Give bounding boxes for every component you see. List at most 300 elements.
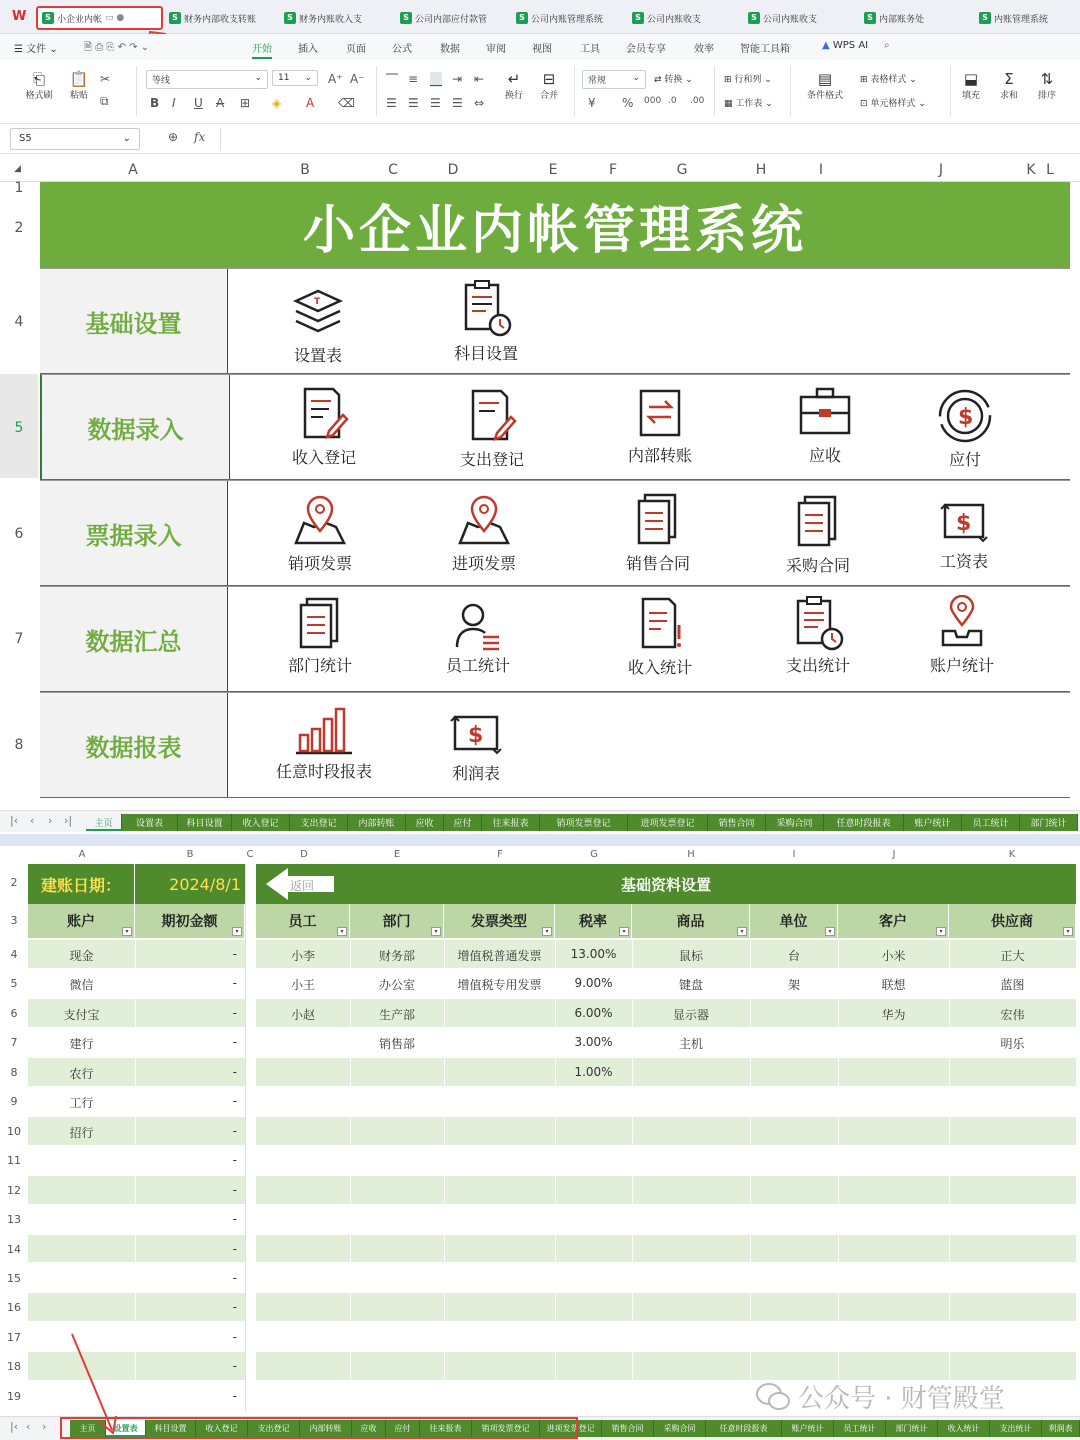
eraser-icon[interactable]: ⌫ (338, 96, 355, 110)
row-header[interactable]: 17 (7, 1330, 21, 1344)
menu-efficiency[interactable]: 效率 (694, 44, 714, 55)
col-header[interactable]: J (938, 162, 944, 178)
nav-item-department-stats[interactable] (260, 595, 380, 676)
table-cell[interactable]: 农行 (69, 1066, 94, 1081)
sum-button[interactable]: Σ 求和 (994, 70, 1024, 101)
column-divider (838, 940, 839, 1411)
filter-dropdown-icon[interactable]: ▾ (936, 927, 946, 936)
sheet-tab[interactable]: 部门统计 (886, 1420, 938, 1437)
column-divider (350, 940, 351, 1411)
table-cell[interactable]: 销售部 (378, 1037, 415, 1052)
fill-button[interactable]: ⬓ 填充 (956, 70, 986, 101)
sheet-tab[interactable]: 销售合同 (602, 1420, 654, 1437)
prev-sheet-icon[interactable]: ‹ (30, 814, 35, 827)
sheet-tab[interactable]: 利润表 (1042, 1420, 1080, 1437)
row-header[interactable]: 15 (7, 1271, 21, 1285)
indent-icon[interactable]: ⇥ (452, 72, 463, 86)
table-header-label: 员工 (288, 914, 317, 930)
sheet-tab[interactable]: 账户统计 (782, 1420, 834, 1437)
row-header[interactable]: 12 (7, 1183, 21, 1197)
nav-item-employee-stats[interactable] (418, 601, 538, 676)
nav-item-internal-transfer[interactable] (600, 387, 720, 466)
col-header[interactable]: K (1026, 162, 1036, 178)
sheet-tab[interactable]: 收入登记 (232, 814, 290, 831)
sheet-tab[interactable]: 往来报表 (420, 1420, 472, 1437)
row-header[interactable]: 10 (7, 1124, 21, 1138)
sheet-tab[interactable]: 科目设置 (178, 814, 232, 831)
nav-item-label: 任意时段报表 (275, 762, 372, 781)
menu-review[interactable]: 审阅 (486, 44, 506, 55)
table-header-cell[interactable] (750, 904, 838, 938)
align-center-icon[interactable]: ☰ (408, 96, 419, 110)
table-header-cell[interactable] (555, 904, 632, 938)
decrease-font-icon[interactable]: A⁻ (350, 72, 365, 86)
sheet-tab[interactable]: 任意时段报表 (824, 814, 904, 831)
section-row-data-entry (40, 374, 1070, 480)
table-cell[interactable]: 华为 (881, 1007, 906, 1022)
border-icon[interactable]: ⊞ (240, 96, 251, 110)
table-cell[interactable]: 生产部 (378, 1007, 415, 1022)
table-header-cell[interactable] (256, 904, 350, 938)
sheet-file-icon: S (979, 12, 991, 24)
table-header-cell[interactable] (28, 904, 135, 938)
row-header[interactable]: 5 (10, 977, 18, 991)
nav-item-payable[interactable] (905, 387, 1025, 470)
nav-item-output-invoice[interactable] (260, 495, 380, 574)
first-sheet-icon[interactable]: |‹ (10, 814, 19, 827)
menu-smart-toolbox[interactable]: 智能工具箱 (740, 44, 790, 55)
formula-input[interactable] (220, 128, 1070, 150)
nav-item-account-stats[interactable] (902, 595, 1022, 676)
currency-icon[interactable]: ¥ (588, 96, 596, 110)
align-bottom-icon[interactable]: ⎽ (430, 72, 443, 86)
table-cell[interactable]: 蓝图 (1000, 978, 1025, 993)
sheet-tab[interactable]: 员工统计 (962, 814, 1020, 831)
screenshot-divider (0, 834, 1080, 846)
row-header[interactable]: 13 (7, 1213, 21, 1227)
row-header[interactable]: 19 (7, 1389, 21, 1403)
sheet-tab[interactable]: 应付 (444, 814, 482, 831)
cond-format-icon: ▤ (817, 70, 833, 88)
merge-button[interactable]: ⊟ 合并 (534, 70, 564, 101)
sheet-tab[interactable]: 设置表 (106, 1420, 146, 1437)
filter-dropdown-icon[interactable]: ▾ (825, 927, 835, 936)
table-cell[interactable]: 3.00% (574, 1035, 613, 1050)
filter-dropdown-icon[interactable]: ▾ (542, 927, 552, 936)
wps-ai-button[interactable]: ▲ WPS AI (822, 40, 869, 51)
dollar-box-icon (449, 709, 503, 759)
table-cell[interactable]: - (232, 1035, 237, 1050)
table-header-cell[interactable] (838, 904, 949, 938)
italic-icon[interactable]: I (172, 96, 176, 110)
col-header[interactable]: B (186, 849, 194, 860)
filter-dropdown-icon[interactable]: ▾ (619, 927, 629, 936)
sheet-tab[interactable]: 采购合同 (654, 1420, 706, 1437)
chevron-down-icon: ⌄ (122, 133, 131, 144)
menu-file[interactable]: ☰ 文件 ⌄ (14, 44, 58, 55)
table-cell[interactable]: - (232, 1064, 237, 1079)
sigma-icon: Σ (1004, 70, 1014, 88)
justify-icon[interactable]: ☰ (452, 96, 463, 110)
align-top-icon[interactable]: ⎺ (386, 72, 399, 86)
worksheet-button[interactable]: ▦ 工作表 ⌄ (724, 99, 773, 109)
row-header[interactable]: 6 (14, 526, 24, 542)
nav-item-subject-settings[interactable] (426, 279, 546, 364)
name-box[interactable]: S5 ⌄ (10, 128, 140, 150)
nav-item-receivable[interactable] (765, 385, 885, 466)
table-cell[interactable]: 明乐 (1000, 1037, 1025, 1052)
col-header[interactable]: I (792, 849, 796, 860)
col-header[interactable]: C (388, 162, 398, 178)
table-cell[interactable]: - (232, 1153, 237, 1168)
table-cell[interactable]: 显示器 (672, 1007, 709, 1022)
paste-button[interactable]: 📋 粘贴 (62, 70, 96, 101)
table-row (256, 1352, 1076, 1381)
table-cell[interactable]: 小赵 (290, 1007, 315, 1022)
cell-style-button[interactable]: ⊡ 单元格样式 ⌄ (860, 99, 926, 109)
fx-icon[interactable]: fx (194, 130, 206, 144)
sheet-tab[interactable]: 应收 (352, 1420, 386, 1437)
sheet-tab[interactable]: 任意时段报表 (706, 1420, 782, 1437)
bold-icon[interactable]: B (150, 96, 160, 110)
outdent-icon[interactable]: ⇤ (474, 72, 485, 86)
align-right-icon[interactable]: ☰ (430, 96, 441, 110)
row-header[interactable]: 8 (10, 1065, 18, 1079)
row-header[interactable]: 1 (14, 180, 24, 196)
col-header[interactable]: I (818, 162, 824, 178)
sheet-tab[interactable]: 部门统计 (1020, 814, 1078, 831)
first-sheet-icon[interactable]: |‹ (10, 1420, 19, 1433)
table-header-label: 税率 (579, 914, 607, 930)
sheet-tab[interactable]: 内部转账 (300, 1420, 352, 1437)
table-cell[interactable]: 微信 (69, 978, 94, 993)
file-tab[interactable]: S 公司内账收支 (628, 6, 738, 30)
table-cell[interactable]: - (232, 1270, 237, 1285)
col-header[interactable]: K (1008, 849, 1016, 860)
sheet-tab[interactable]: 销售合同 (708, 814, 766, 831)
sheet-tab[interactable]: 支出登记 (290, 814, 348, 831)
nav-item-input-invoice[interactable] (424, 495, 544, 574)
col-header[interactable]: G (676, 162, 688, 178)
sheet-tab[interactable]: 设置表 (122, 814, 178, 831)
table-cell[interactable]: - (232, 1212, 237, 1227)
font-color-icon[interactable]: A (306, 96, 315, 110)
table-cell[interactable]: - (232, 947, 237, 961)
row-header[interactable]: 2 (14, 220, 24, 236)
align-left-icon[interactable]: ☰ (386, 96, 397, 110)
filter-dropdown-icon[interactable]: ▾ (431, 927, 441, 936)
table-cell[interactable]: 小李 (290, 949, 315, 963)
col-header[interactable]: H (687, 849, 695, 860)
row-header[interactable]: 18 (7, 1360, 21, 1374)
table-cell[interactable]: 正大 (1000, 949, 1025, 963)
column-divider (949, 940, 950, 1411)
table-cell[interactable]: - (232, 1094, 237, 1109)
table-cell[interactable]: 小米 (881, 949, 906, 963)
zoom-icon[interactable]: ⊕ (168, 130, 179, 144)
table-header-label: 部门 (382, 914, 411, 930)
col-header[interactable]: A (78, 849, 86, 860)
table-cell[interactable]: 增值税普通发票 (457, 949, 542, 963)
table-row (256, 1235, 1076, 1264)
back-button[interactable]: 返回 (266, 868, 336, 900)
nav-item-payroll[interactable] (904, 497, 1024, 572)
sheet-tab[interactable]: 账户统计 (904, 814, 962, 831)
sheet-tab[interactable]: 进项发票登记 (628, 814, 708, 831)
row-header[interactable]: 4 (14, 314, 24, 330)
filter-dropdown-icon[interactable]: ▾ (737, 927, 747, 936)
nav-item-label: 销项发票 (287, 554, 352, 573)
row-header[interactable]: 9 (10, 1095, 18, 1109)
file-tab[interactable]: S 公司内部应付款管 (396, 6, 506, 30)
section-label: 数据汇总 (40, 587, 228, 691)
table-cell[interactable]: 6.00% (574, 1005, 613, 1020)
nav-item-income-entry[interactable] (264, 385, 384, 468)
svg-text:$: $ (956, 511, 972, 536)
table-style-button[interactable]: ⊞ 表格样式 ⌄ (860, 75, 917, 85)
sort-button[interactable]: ⇅ 排序 (1032, 70, 1062, 101)
sort-icon: ⇅ (1040, 70, 1054, 88)
col-header[interactable]: D (300, 849, 308, 860)
row-header[interactable]: 7 (14, 631, 24, 647)
menu-data[interactable]: 数据 (440, 44, 460, 55)
table-cell[interactable]: 1.00% (574, 1064, 613, 1079)
col-header[interactable]: J (892, 849, 896, 860)
filter-dropdown-icon[interactable]: ▾ (232, 927, 242, 936)
wps-logo-icon[interactable]: W (12, 9, 27, 24)
prev-sheet-icon[interactable]: ‹ (26, 1420, 31, 1433)
nav-item-expense-entry[interactable] (432, 387, 552, 470)
select-all-corner: ◢ (14, 164, 21, 174)
table-cell[interactable]: - (232, 1241, 237, 1256)
menu-home[interactable]: 开始 (252, 40, 272, 59)
row-header[interactable]: 14 (7, 1242, 21, 1256)
table-cell[interactable]: - (232, 1329, 237, 1344)
file-tab[interactable]: S 财务内部收支转账 (165, 6, 275, 30)
table-cell[interactable]: 联想 (881, 978, 906, 993)
table-cell[interactable]: 工行 (69, 1096, 94, 1111)
row-header[interactable]: 4 (10, 948, 18, 961)
table-header-cell[interactable] (949, 904, 1076, 938)
chevron-down-icon: ⌄ (632, 73, 640, 83)
col-header[interactable]: C (246, 849, 254, 860)
col-header[interactable]: E (548, 162, 558, 178)
table-cell[interactable]: 键盘 (678, 978, 703, 993)
file-tab[interactable]: S 内部账务处 (860, 6, 970, 30)
sheet-tab[interactable]: 支出登记 (248, 1420, 300, 1437)
row-header[interactable]: 3 (10, 914, 18, 927)
sheet-file-icon: S (864, 12, 876, 24)
table-cell[interactable]: 支付宝 (63, 1007, 100, 1022)
format-painter-button[interactable]: ⎗ 格式刷 (22, 70, 56, 101)
strikethrough-icon[interactable]: A (216, 96, 225, 110)
copy-icon[interactable]: ⧉ (100, 94, 109, 108)
table-cell[interactable]: 增值税专用发票 (457, 978, 542, 993)
table-cell[interactable]: 台 (787, 949, 800, 963)
col-header[interactable]: H (755, 162, 767, 178)
file-tab[interactable]: S 财务内账收入支 (280, 6, 390, 30)
table-cell[interactable]: - (232, 1182, 237, 1197)
row-header[interactable]: 2 (10, 876, 18, 889)
row-header[interactable]: 11 (7, 1154, 21, 1168)
quick-access-icons[interactable]: 🗎 ⎙ ⎘ ↶ ↷ ⌄ (84, 42, 150, 53)
nav-item-period-report[interactable] (264, 705, 384, 782)
convert-button[interactable]: ⇄ 转换 ⌄ (654, 75, 693, 85)
document-stack-icon (793, 493, 843, 551)
table-cell[interactable]: 财务部 (378, 949, 415, 963)
thousands-icon[interactable]: 000 (644, 96, 662, 106)
sheet-tab[interactable]: 支出统计 (990, 1420, 1042, 1437)
nav-item-sales-contract[interactable] (598, 491, 718, 574)
file-tab-active[interactable]: S 小企业内帐 ▭ ● (36, 6, 163, 30)
sheet-tab[interactable]: 往来报表 (482, 814, 540, 831)
sheet-file-icon: S (284, 12, 296, 24)
cell-style-icon: ⊡ (860, 99, 868, 109)
watermark: 公众号 · 财管殿堂 (756, 1378, 1005, 1415)
sheet-tab[interactable]: 销项发票登记 (472, 1420, 540, 1437)
stack-icon (290, 285, 346, 341)
table-row (256, 1117, 1076, 1146)
font-name-select[interactable]: 等线 ⌄ (146, 70, 268, 89)
col-header[interactable]: E (393, 849, 401, 860)
table-cell[interactable]: - (232, 1388, 237, 1403)
table-cell[interactable]: 现金 (69, 949, 94, 963)
table-cell[interactable]: 建行 (69, 1037, 94, 1052)
font-size-select[interactable]: 11 ⌄ (272, 70, 318, 86)
row-header[interactable]: 16 (7, 1301, 21, 1315)
filter-dropdown-icon[interactable]: ▾ (122, 927, 132, 936)
table-cell[interactable]: - (232, 1005, 237, 1020)
section-label: 基础设置 (40, 269, 228, 373)
document-stack-icon (633, 491, 683, 549)
underline-icon[interactable]: U (194, 96, 203, 110)
svg-text:T: T (314, 297, 321, 307)
table-cell[interactable]: 小王 (290, 978, 315, 993)
table-cell[interactable]: - (232, 1300, 237, 1315)
filter-dropdown-icon[interactable]: ▾ (337, 927, 347, 936)
next-sheet-icon[interactable]: › (42, 1420, 47, 1433)
menu-view[interactable]: 视图 (532, 44, 552, 55)
menu-tools[interactable]: 工具 (580, 44, 600, 55)
percent-icon[interactable]: % (622, 96, 634, 110)
table-header-cell[interactable] (632, 904, 750, 938)
sheet-tab[interactable]: 收入统计 (938, 1420, 990, 1437)
sheet-tab[interactable]: 主页 (86, 814, 122, 831)
table-cell[interactable]: 13.00% (570, 947, 617, 961)
sheet-tab[interactable]: 内部转账 (348, 814, 406, 831)
menu-member[interactable]: 会员专享 (626, 44, 666, 55)
menu-page[interactable]: 页面 (346, 44, 366, 55)
sheet-tab[interactable]: 进项发票登记 (540, 1420, 602, 1437)
sheet-tab[interactable]: 员工统计 (834, 1420, 886, 1437)
table-row (256, 1205, 1076, 1234)
sheet-tab[interactable]: 收入登记 (196, 1420, 248, 1437)
row-header[interactable]: 8 (14, 737, 24, 753)
table-cell[interactable]: 9.00% (574, 976, 613, 991)
menu-insert[interactable]: 插入 (298, 44, 318, 55)
row-col-button[interactable]: ⊞ 行和列 ⌄ (724, 75, 772, 85)
transfer-icon (635, 387, 685, 441)
row-header[interactable]: 5 (0, 374, 38, 478)
col-header[interactable]: F (497, 849, 503, 860)
table-cell[interactable]: - (232, 976, 237, 991)
nav-item-income-stats[interactable] (600, 595, 720, 678)
table-cell[interactable]: 宏伟 (1000, 1007, 1025, 1022)
table-cell[interactable]: - (232, 1359, 237, 1374)
table-cell[interactable]: - (232, 1123, 237, 1138)
table-cell[interactable]: 鼠标 (678, 949, 703, 963)
nav-item-label: 支出统计 (785, 656, 850, 675)
file-tab[interactable]: S 公司内账管理系统 (512, 6, 622, 30)
decimal-increase-icon[interactable]: .0 (668, 96, 677, 106)
nav-item-purchase-contract[interactable] (758, 493, 878, 576)
pin-tray-icon (937, 595, 987, 651)
menu-formula[interactable]: 公式 (392, 44, 412, 55)
next-sheet-icon[interactable]: › (48, 814, 53, 827)
wrap-text-button[interactable]: ↵ 换行 (500, 70, 528, 101)
fill-color-icon[interactable]: ◈ (272, 96, 282, 110)
nav-item-expense-stats[interactable] (758, 595, 878, 676)
col-header[interactable]: B (300, 162, 310, 178)
nav-item-label: 应收 (808, 446, 841, 465)
merge-icon: ⊟ (542, 70, 556, 88)
sheet-tab[interactable]: 销项发票登记 (540, 814, 628, 831)
table-header-cell[interactable] (135, 904, 245, 938)
formula-bar (0, 124, 1080, 154)
col-header[interactable]: G (590, 849, 598, 860)
last-sheet-icon[interactable]: ›| (64, 814, 73, 827)
search-icon[interactable]: ⌕ (884, 40, 890, 51)
row-header[interactable]: 7 (10, 1036, 18, 1050)
map-pin-icon (292, 495, 348, 549)
col-header[interactable]: A (128, 162, 138, 178)
filter-dropdown-icon[interactable]: ▾ (1063, 927, 1073, 936)
nav-item-profit-statement[interactable] (416, 709, 536, 784)
col-header[interactable]: F (608, 162, 618, 178)
number-format-select[interactable]: 常规 ⌄ (582, 70, 646, 89)
sheet-tab[interactable]: 采购合同 (766, 814, 824, 831)
table-header-cell[interactable] (350, 904, 444, 938)
nav-item-settings-table[interactable] (258, 285, 378, 366)
sheet-tab[interactable]: 应付 (386, 1420, 420, 1437)
table-cell[interactable]: 主机 (678, 1037, 703, 1052)
table-cell[interactable]: 招行 (69, 1125, 94, 1140)
align-middle-icon[interactable]: ≡ (408, 72, 419, 86)
date-value-cell[interactable] (135, 864, 245, 904)
table-cell[interactable]: 办公室 (378, 978, 415, 993)
row-header[interactable]: 6 (10, 1006, 18, 1020)
sheet-file-icon: S (748, 12, 760, 24)
cut-icon[interactable]: ✂ (100, 72, 111, 86)
conditional-format-button[interactable]: ▤ 条件格式 (800, 70, 850, 101)
increase-font-icon[interactable]: A⁺ (328, 72, 343, 86)
map-pin-icon (456, 495, 512, 549)
file-tab[interactable]: S 公司内账收支 (744, 6, 854, 30)
nav-item-label: 员工统计 (445, 656, 510, 675)
table-header-cell[interactable] (444, 904, 555, 938)
sheet-tab[interactable]: 科目设置 (146, 1420, 196, 1437)
distribute-icon[interactable]: ⇔ (474, 96, 485, 110)
decimal-decrease-icon[interactable]: .00 (690, 96, 705, 106)
col-header[interactable]: D (447, 162, 459, 178)
file-tab[interactable]: S 内账管理系统 (975, 6, 1080, 30)
sheet-file-icon: S (400, 12, 412, 24)
column-divider (135, 940, 136, 1411)
sheet-tab[interactable]: 应收 (406, 814, 444, 831)
table-cell[interactable]: 架 (787, 978, 800, 993)
sheet-tab[interactable]: 主页 (70, 1420, 106, 1437)
col-header[interactable]: L (1046, 162, 1054, 178)
